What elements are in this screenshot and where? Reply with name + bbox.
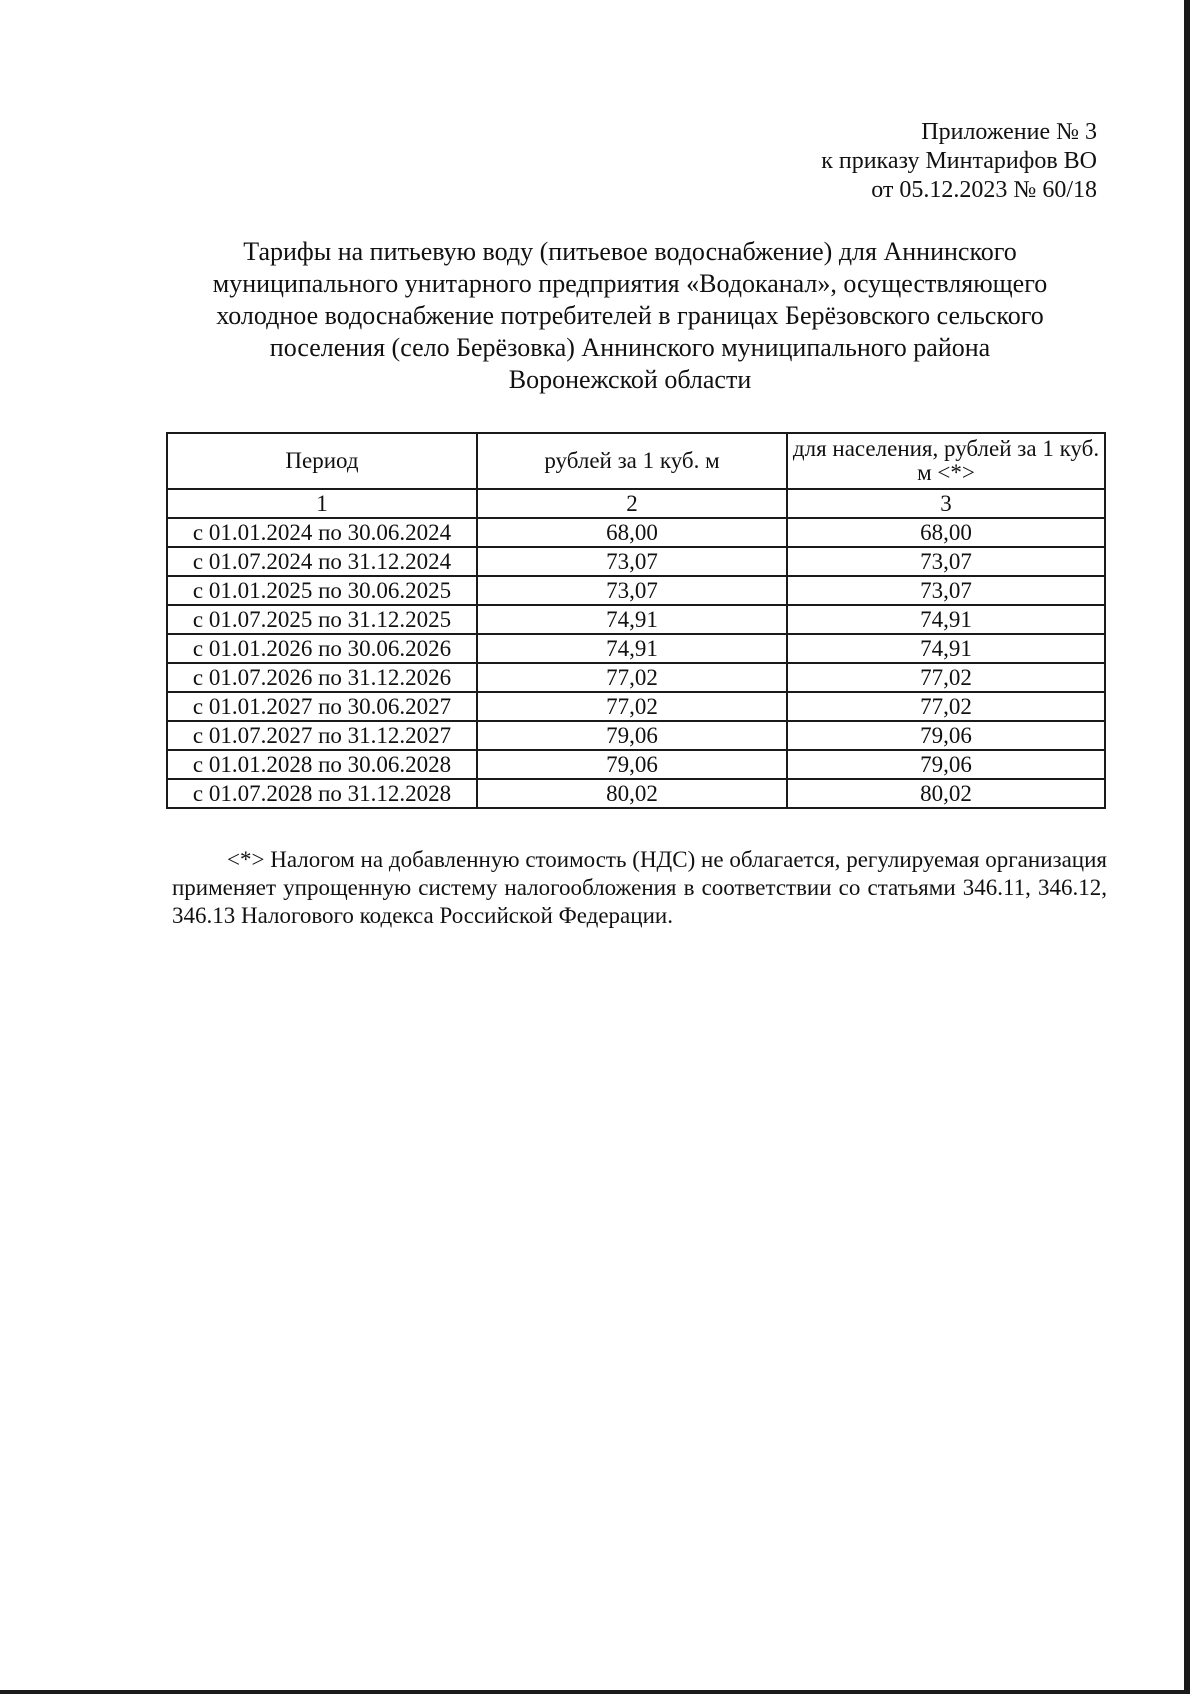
title-line-3: холодное водоснабжение потребителей в границах Берёзовского сельского: [216, 301, 1044, 330]
annex-date: от 05.12.2023 № 60/18: [871, 177, 1097, 203]
rate-cell: 77,02: [477, 692, 787, 721]
column-number: 2: [477, 489, 787, 518]
table-row: [167, 779, 1105, 808]
period-cell: с 01.07.2027 по 31.12.2027: [167, 721, 477, 750]
document-title: [150, 236, 1110, 396]
title-line-5: Воронежской области: [508, 365, 752, 394]
annex-order: к приказу Минтарифов ВО: [821, 148, 1097, 174]
title-line-1: Тарифы на питьевую воду (питьевое водоснабжение) для Аннинского: [243, 237, 1017, 266]
population-rate-cell: 73,07: [787, 547, 1105, 576]
period-cell: с 01.07.2026 по 31.12.2026: [167, 663, 477, 692]
population-rate-cell: 77,02: [787, 692, 1105, 721]
tariff-table-body: [167, 518, 1105, 808]
column-number: 3: [787, 489, 1105, 518]
table-row: [167, 518, 1105, 547]
header-rate: рублей за 1 куб. м: [477, 433, 787, 489]
population-rate-cell: 73,07: [787, 576, 1105, 605]
rate-cell: 79,06: [477, 721, 787, 750]
table-row: [167, 634, 1105, 663]
rate-cell: 77,02: [477, 663, 787, 692]
period-cell: с 01.01.2024 по 30.06.2024: [167, 518, 477, 547]
period-cell: с 01.01.2025 по 30.06.2025: [167, 576, 477, 605]
table-row: [167, 721, 1105, 750]
table-row: [167, 663, 1105, 692]
period-cell: с 01.01.2026 по 30.06.2026: [167, 634, 477, 663]
period-cell: с 01.07.2028 по 31.12.2028: [167, 779, 477, 808]
annex-number: Приложение № 3: [921, 119, 1097, 145]
table-row: [167, 547, 1105, 576]
column-number-row: [167, 489, 1105, 518]
title-line-2: муниципального унитарного предприятия «Водоканал», осуществляющего: [212, 269, 1048, 298]
population-rate-cell: 79,06: [787, 750, 1105, 779]
footnote: <*> Налогом на добавленную стоимость (НДС) не облагается, регулируемая организация применяет упрощенную систему налогообложения в соответствии со статьями 346.11, 346.12, 346.13 Налогового кодекса Российской Федерации.: [172, 847, 1107, 928]
population-rate-cell: 74,91: [787, 634, 1105, 663]
title-line-4: поселения (село Берёзовка) Аннинского муниципального района: [269, 333, 991, 362]
period-cell: с 01.01.2027 по 30.06.2027: [167, 692, 477, 721]
period-cell: с 01.07.2025 по 31.12.2025: [167, 605, 477, 634]
population-rate-cell: 68,00: [787, 518, 1105, 547]
rate-cell: 73,07: [477, 547, 787, 576]
rate-cell: 74,91: [477, 634, 787, 663]
table-row: [167, 605, 1105, 634]
tariff-table: [166, 432, 1106, 809]
population-rate-cell: 79,06: [787, 721, 1105, 750]
table-row: [167, 750, 1105, 779]
population-rate-cell: 77,02: [787, 663, 1105, 692]
column-number: 1: [167, 489, 477, 518]
table-header-row: [167, 433, 1105, 489]
rate-cell: 80,02: [477, 779, 787, 808]
table-row: [167, 576, 1105, 605]
rate-cell: 79,06: [477, 750, 787, 779]
period-cell: с 01.01.2028 по 30.06.2028: [167, 750, 477, 779]
rate-cell: 73,07: [477, 576, 787, 605]
rate-cell: 74,91: [477, 605, 787, 634]
population-rate-cell: 74,91: [787, 605, 1105, 634]
period-cell: с 01.07.2024 по 31.12.2024: [167, 547, 477, 576]
header-population-rate: для населения, рублей за 1 куб. м <*>: [787, 433, 1105, 489]
table-row: [167, 692, 1105, 721]
header-period: Период: [167, 433, 477, 489]
annex-reference: [821, 118, 1097, 205]
population-rate-cell: 80,02: [787, 779, 1105, 808]
rate-cell: 68,00: [477, 518, 787, 547]
